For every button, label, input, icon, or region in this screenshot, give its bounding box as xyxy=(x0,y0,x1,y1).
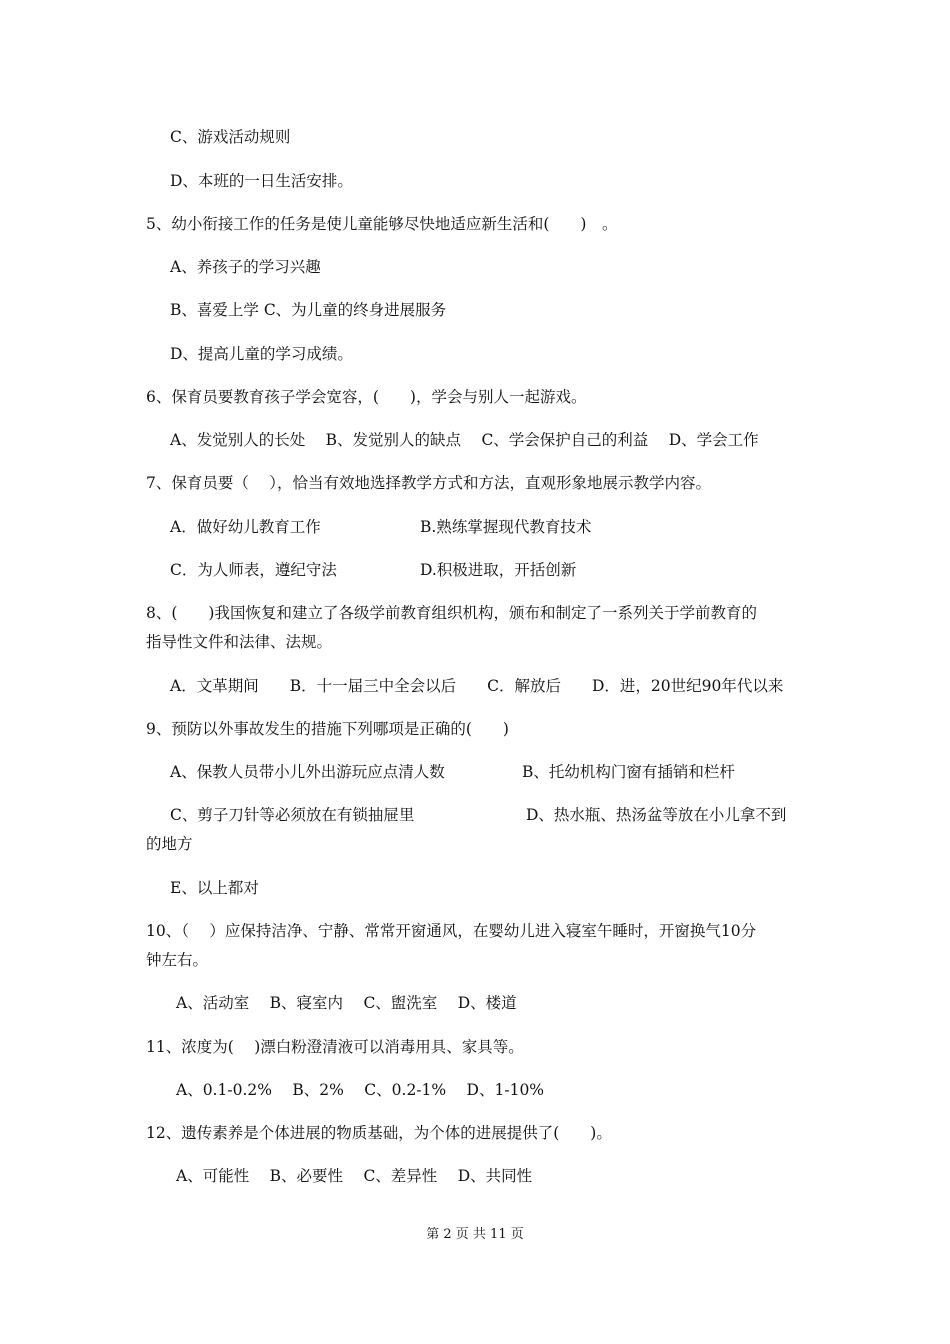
q7-option-b: B.熟练掌握现代教育技术 xyxy=(420,518,592,536)
q9-stem: 9、预防以外事故发生的措施下列哪项是正确的( ) xyxy=(146,720,509,738)
q11-options: A、0.1-0.2% B、2% C、0.2-1% D、1-10% xyxy=(176,1081,545,1099)
q9-option-a: A、保教人员带小儿外出游玩应点清人数 xyxy=(170,763,445,781)
q8-stem-line2: 指导性文件和法律、法规。 xyxy=(146,633,333,651)
q12-stem: 12、遗传素养是个体进展的物质基础，为个体的进展提供了( )。 xyxy=(146,1124,612,1142)
q9-option-b: B、托幼机构门窗有插销和栏杆 xyxy=(522,763,735,781)
q12-options: A、可能性 B、必要性 C、差异性 D、共同性 xyxy=(176,1167,533,1185)
q11-stem: 11、浓度为( )漂白粉澄清液可以消毒用具、家具等。 xyxy=(146,1038,524,1056)
q8-stem-line1: 8、( )我国恢复和建立了各级学前教育组织机构，颁布和制定了一系列关于学前教育的 xyxy=(146,604,757,622)
q6-options: A、发觉别人的长处 B、发觉别人的缺点 C、学会保护自己的利益 D、学会工作 xyxy=(170,431,759,449)
q5-option-d: D、提高儿童的学习成绩。 xyxy=(170,345,353,363)
q7-option-c: C．为人师表，遵纪守法 xyxy=(170,561,337,579)
q10-stem-line1: 10、（ ）应保持洁净、宁静、常常开窗通风，在婴幼儿进入寝室午睡时，开窗换气10分 xyxy=(146,922,757,940)
q4-option-d: D、本班的一日生活安排。 xyxy=(170,172,353,190)
q7-stem: 7、保育员要（ ），恰当有效地选择教学方式和方法，直观形象地展示教学内容。 xyxy=(146,474,712,492)
q10-options: A、活动室 B、寝室内 C、盥洗室 D、楼道 xyxy=(176,994,517,1012)
q5-option-a: A、养孩子的学习兴趣 xyxy=(170,258,321,276)
q4-option-c: C、游戏活动规则 xyxy=(170,128,291,146)
q7-option-a: A．做好幼儿教育工作 xyxy=(170,518,321,536)
q10-stem-line2: 钟左右。 xyxy=(146,951,209,969)
q9-option-d: D、热水瓶、热汤盆等放在小儿拿不到 xyxy=(526,806,787,824)
q5-option-bc: B、喜爱上学 C、为儿童的终身进展服务 xyxy=(170,301,447,319)
page-number-footer: 第 2 页 共 11 页 xyxy=(426,1227,524,1242)
q9-option-c: C、剪子刀针等必须放在有锁抽屉里 xyxy=(170,806,415,824)
q5-stem: 5、幼小衔接工作的任务是使儿童能够尽快地适应新生活和( ) 。 xyxy=(146,215,618,233)
q8-options: A．文革期间 B．十一届三中全会以后 C．解放后 D．进，20世纪90年代以来 xyxy=(170,677,784,695)
q6-stem: 6、保育员要教育孩子学会宽容，( )，学会与别人一起游戏。 xyxy=(146,388,587,406)
q9-option-e: E、以上都对 xyxy=(170,879,259,897)
q7-option-d: D.积极进取，开括创新 xyxy=(420,561,577,579)
q9-option-d-continued: 的地方 xyxy=(146,835,193,853)
